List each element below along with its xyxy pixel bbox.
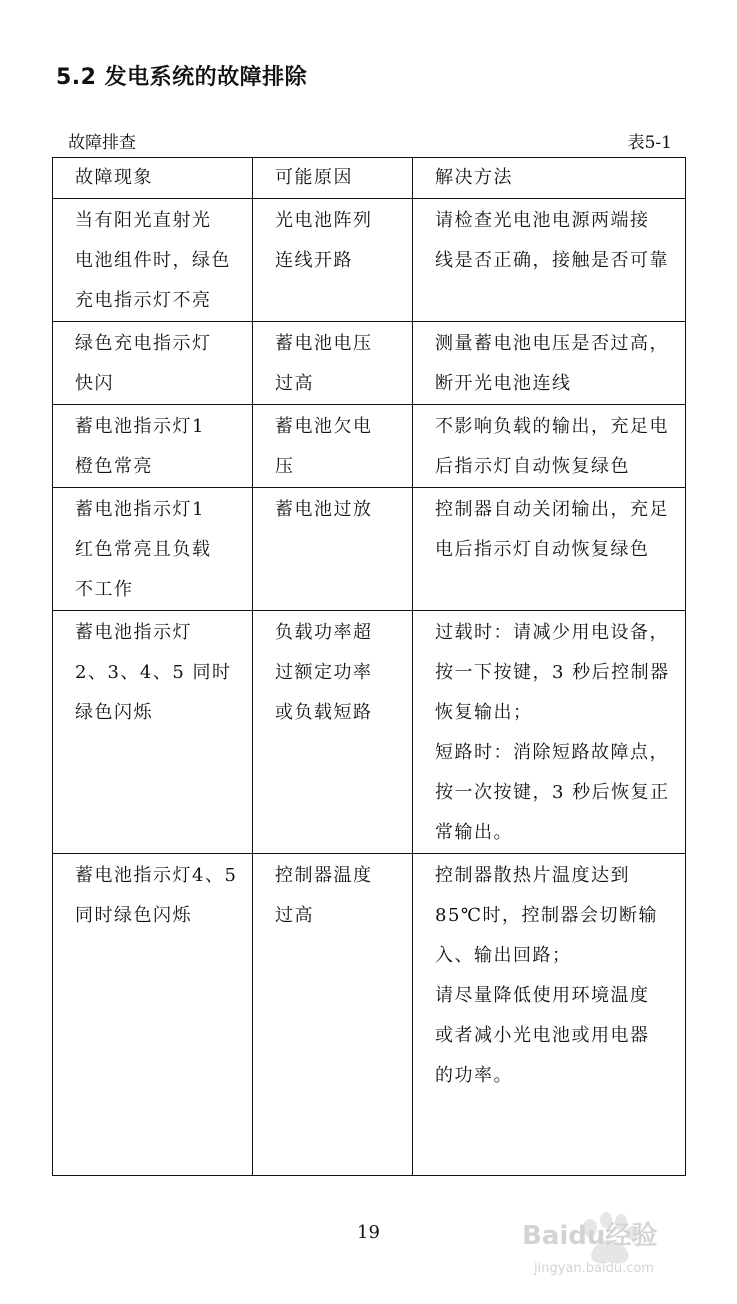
cause-cell [253,854,413,1176]
solution-cell [413,199,686,322]
cell-line: 后指示灯自动恢复绿色 [435,456,630,477]
cell-line: 充电指示灯不亮 [75,290,212,311]
cell-line: 红色常亮且负载 [75,539,212,560]
cell-line: 短路时：消除短路故障点， [435,742,669,763]
cell-line: 当有阳光直射光 [75,210,212,231]
cell-line: 橙色常亮 [75,456,153,477]
cell-line: 过额定功率 [275,662,373,683]
cause-cell [253,488,413,611]
column-header-solution: 解决方法 [413,158,686,199]
solution-cell [413,322,686,405]
table-row [53,405,686,488]
column-header-cause: 可能原因 [253,158,413,199]
cell-line: 请尽量降低使用环境温度 [435,985,650,1006]
cell-line: 过载时：请减少用电设备， [435,622,669,643]
column-header-symptom: 故障现象 [53,158,253,199]
cell-line: 电后指示灯自动恢复绿色 [435,539,650,560]
cell-line: 按一次按键，3 秒后恢复正 [435,782,670,803]
symptom-cell [53,322,253,405]
cell-line: 蓄电池电压 [275,333,373,354]
cell-line: 控制器自动关闭输出，充足 [435,499,669,520]
cell-line: 快闪 [75,373,114,394]
cell-line: 同时绿色闪烁 [75,905,192,926]
cell-line: 蓄电池指示灯1 [75,416,205,437]
cell-line: 控制器温度 [275,865,373,886]
cell-line: 连线开路 [275,250,353,271]
cell-line: 或者减小光电池或用电器 [435,1025,650,1046]
table-header-row [53,158,686,199]
solution-cell [413,611,686,854]
table-row [53,611,686,854]
cell-line: 请检查光电池电源两端接 [435,210,650,231]
cell-line: 绿色闪烁 [75,702,153,723]
cell-line: 绿色充电指示灯 [75,333,212,354]
troubleshooting-table [52,157,686,1176]
table-row [53,322,686,405]
table-caption: 故障排查 [68,133,136,153]
cell-line: 不工作 [75,579,134,600]
table-number: 表5-1 [627,133,672,153]
table-row [53,199,686,322]
cell-line: 不影响负载的输出，充足电 [435,416,669,437]
cell-line: 85℃时，控制器会切断输 [435,905,659,926]
cell-line: 蓄电池过放 [275,499,373,520]
symptom-cell [53,405,253,488]
cell-line: 的功率。 [435,1065,513,1086]
table-row [53,488,686,611]
cell-line: 测量蓄电池电压是否过高， [435,333,669,354]
cell-line: 2、3、4、5 同时 [75,662,232,683]
cause-cell [253,322,413,405]
symptom-cell [53,488,253,611]
solution-cell [413,488,686,611]
cell-line: 恢复输出； [435,702,533,723]
symptom-cell [53,199,253,322]
cell-line: 或负载短路 [275,702,373,723]
cell-line: 负载功率超 [275,622,373,643]
cell-line: 过高 [275,373,314,394]
solution-cell [413,405,686,488]
cause-cell [253,199,413,322]
section-heading: 5.2 发电系统的故障排除 [56,65,308,90]
table-row [53,854,686,1176]
cell-line: 控制器散热片温度达到 [435,865,630,886]
cause-cell [253,611,413,854]
cell-line: 蓄电池指示灯 [75,622,192,643]
symptom-cell [53,611,253,854]
cell-line: 蓄电池指示灯4、5 [75,865,238,886]
watermark-brand: Baidu经验 [522,1221,658,1251]
cell-line: 入、输出回路； [435,945,572,966]
cell-line: 蓄电池指示灯1 [75,499,205,520]
baidu-jingyan-watermark [520,1200,720,1280]
watermark-url: jingyan.baidu.com [534,1261,654,1276]
cell-line: 蓄电池欠电 [275,416,373,437]
cause-cell [253,405,413,488]
solution-cell [413,854,686,1176]
symptom-cell [53,854,253,1176]
cell-line: 常输出。 [435,822,513,843]
cell-line: 压 [275,456,295,477]
cell-line: 电池组件时，绿色 [75,250,231,271]
cell-line: 断开光电池连线 [435,373,572,394]
cell-line: 过高 [275,905,314,926]
cell-line: 按一下按键，3 秒后控制器 [435,662,670,683]
cell-line: 光电池阵列 [275,210,373,231]
page-number: 19 [357,1222,380,1243]
cell-line: 线是否正确，接触是否可靠 [435,250,669,271]
